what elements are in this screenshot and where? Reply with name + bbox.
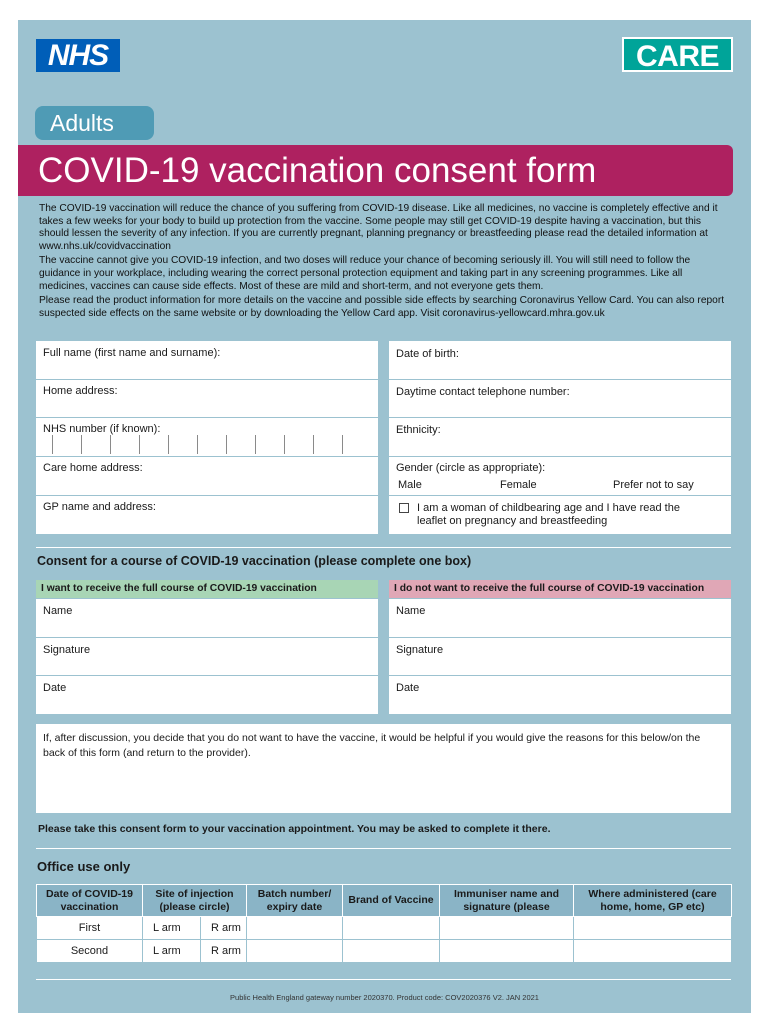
intro-paragraph: Please read the product information for more details on the vaccine and possible side effects by searching Coronavirus Yellow Card. You can also report suspected side effects on the same website or by downloading the Yellow Card app. Visit coronavirus-yellowcard.mhra.gov.uk [39,295,725,319]
care-home-address-label: Care home address: [43,462,143,474]
site-right-arm[interactable]: R arm [201,917,247,940]
batch-cell[interactable] [247,940,343,963]
intro-text [39,203,731,322]
gp-label: GP name and address: [43,501,156,513]
location-cell[interactable] [574,940,732,963]
footer-text: Public Health England gateway number 2020370. Product code: COV2020376 V2. JAN 2021 [230,993,539,1002]
ethnicity-label: Ethnicity: [396,424,441,436]
intro-paragraph: The vaccine cannot give you COVID-19 infection, and two doses will reduce your chance of becoming seriously ill. You will still need to follow the guidance in your workplace, including wearing the correct personal protection equipment and taking part in any screening programmes. Like all medicines, vaccines can cause side effects. Most of these are mild and short-term, and not everyone gets them. [39,255,691,292]
reasons-field[interactable] [36,724,731,813]
care-logo: CARE [622,37,733,72]
gender-option-prefer-not[interactable]: Prefer not to say [613,479,694,491]
signature-label: Signature [43,644,91,656]
batch-cell[interactable] [247,917,343,940]
office-use-heading: Office use only [37,859,131,874]
office-use-table [36,884,732,963]
consent-yes-heading: I want to receive the full course of COVID-19 vaccination [36,580,378,598]
full-name-field[interactable] [36,341,378,379]
care-home-address-field[interactable] [36,457,378,495]
phone-label: Daytime contact telephone number: [396,386,570,398]
dose-label: First [37,917,143,940]
consent-no-name-field[interactable] [389,599,731,637]
consent-yes-signature-field[interactable] [36,638,378,675]
nhs-logo: NHS [36,39,120,72]
dob-field[interactable] [389,341,731,379]
table-row [37,940,732,963]
consent-form-page [18,20,751,1013]
name-label: Name [43,605,73,617]
consent-heading: Consent for a course of COVID-19 vaccination (please complete one box) [37,554,472,568]
brand-cell[interactable] [343,917,440,940]
consent-no-date-field[interactable] [389,676,731,714]
site-right-arm[interactable]: R arm [201,940,247,963]
divider [36,547,731,548]
name-label: Name [396,605,426,617]
nhs-number-field[interactable] [36,418,378,456]
pregnancy-label-line2: leaflet on pregnancy and breastfeeding [417,515,608,527]
site-left-arm[interactable]: L arm [143,940,201,963]
gender-option-female[interactable]: Female [500,479,537,491]
consent-yes-name-field[interactable] [36,599,378,637]
column-header: Brand of Vaccine [343,885,440,917]
immuniser-cell[interactable] [440,917,574,940]
column-header: Date of COVID-19 vaccination [37,885,143,917]
dose-label: Second [37,940,143,963]
pregnancy-checkbox[interactable] [399,503,409,513]
pregnancy-label-line1: I am a woman of childbearing age and I have read the [417,502,680,514]
consent-no-heading: I do not want to receive the full course of COVID-19 vaccination [389,580,731,598]
brand-cell[interactable] [343,940,440,963]
divider [36,848,731,849]
home-address-label: Home address: [43,385,118,397]
pregnancy-field [389,496,731,534]
column-header: Batch number/ expiry date [247,885,343,917]
full-name-label: Full name (first name and surname): [43,347,221,359]
gp-field[interactable] [36,496,378,534]
intro-paragraph: The COVID-19 vaccination will reduce the chance of you suffering from COVID-19 disease. Like all medicines, no vaccine is completely effective and it takes a few weeks for your body to build up protection from the vaccine. Some people may still get COVID-19 despite having a vaccination, but this should lessen the severity of any infection. If you are currently pregnant, planning pregnancy or breastfeeding please read the detailed information at www.nhs.uk/covidvaccination [39,203,718,252]
reasons-text: If, after discussion, you decide that you do not want to have the vaccine, it would be helpful if you would give the reasons for this below/on the back of this form (and return to the provider). [43,732,701,759]
consent-no-signature-field[interactable] [389,638,731,675]
phone-field[interactable] [389,380,731,417]
date-label: Date [396,682,420,694]
column-header: Where administered (care home, home, GP etc) [574,885,732,917]
table-row [37,917,732,940]
take-form-note: Please take this consent form to your vaccination appointment. You may be asked to complete it there. [38,823,551,835]
signature-label: Signature [396,644,444,656]
gender-field[interactable] [389,457,731,495]
gender-option-male[interactable]: Male [398,479,422,491]
ethnicity-field[interactable] [389,418,731,456]
column-header: Site of injection (please circle) [143,885,247,917]
home-address-field[interactable] [36,380,378,417]
column-header: Immuniser name and signature (please [440,885,574,917]
date-label: Date [43,682,67,694]
gender-label: Gender (circle as appropriate): [396,462,546,474]
dob-label: Date of birth: [396,348,459,360]
audience-badge: Adults [35,106,154,140]
immuniser-cell[interactable] [440,940,574,963]
nhs-number-label: NHS number (if known): [43,423,161,435]
divider [36,979,731,980]
location-cell[interactable] [574,917,732,940]
consent-yes-date-field[interactable] [36,676,378,714]
site-left-arm[interactable]: L arm [143,917,201,940]
page-title: COVID-19 vaccination consent form [18,145,733,196]
